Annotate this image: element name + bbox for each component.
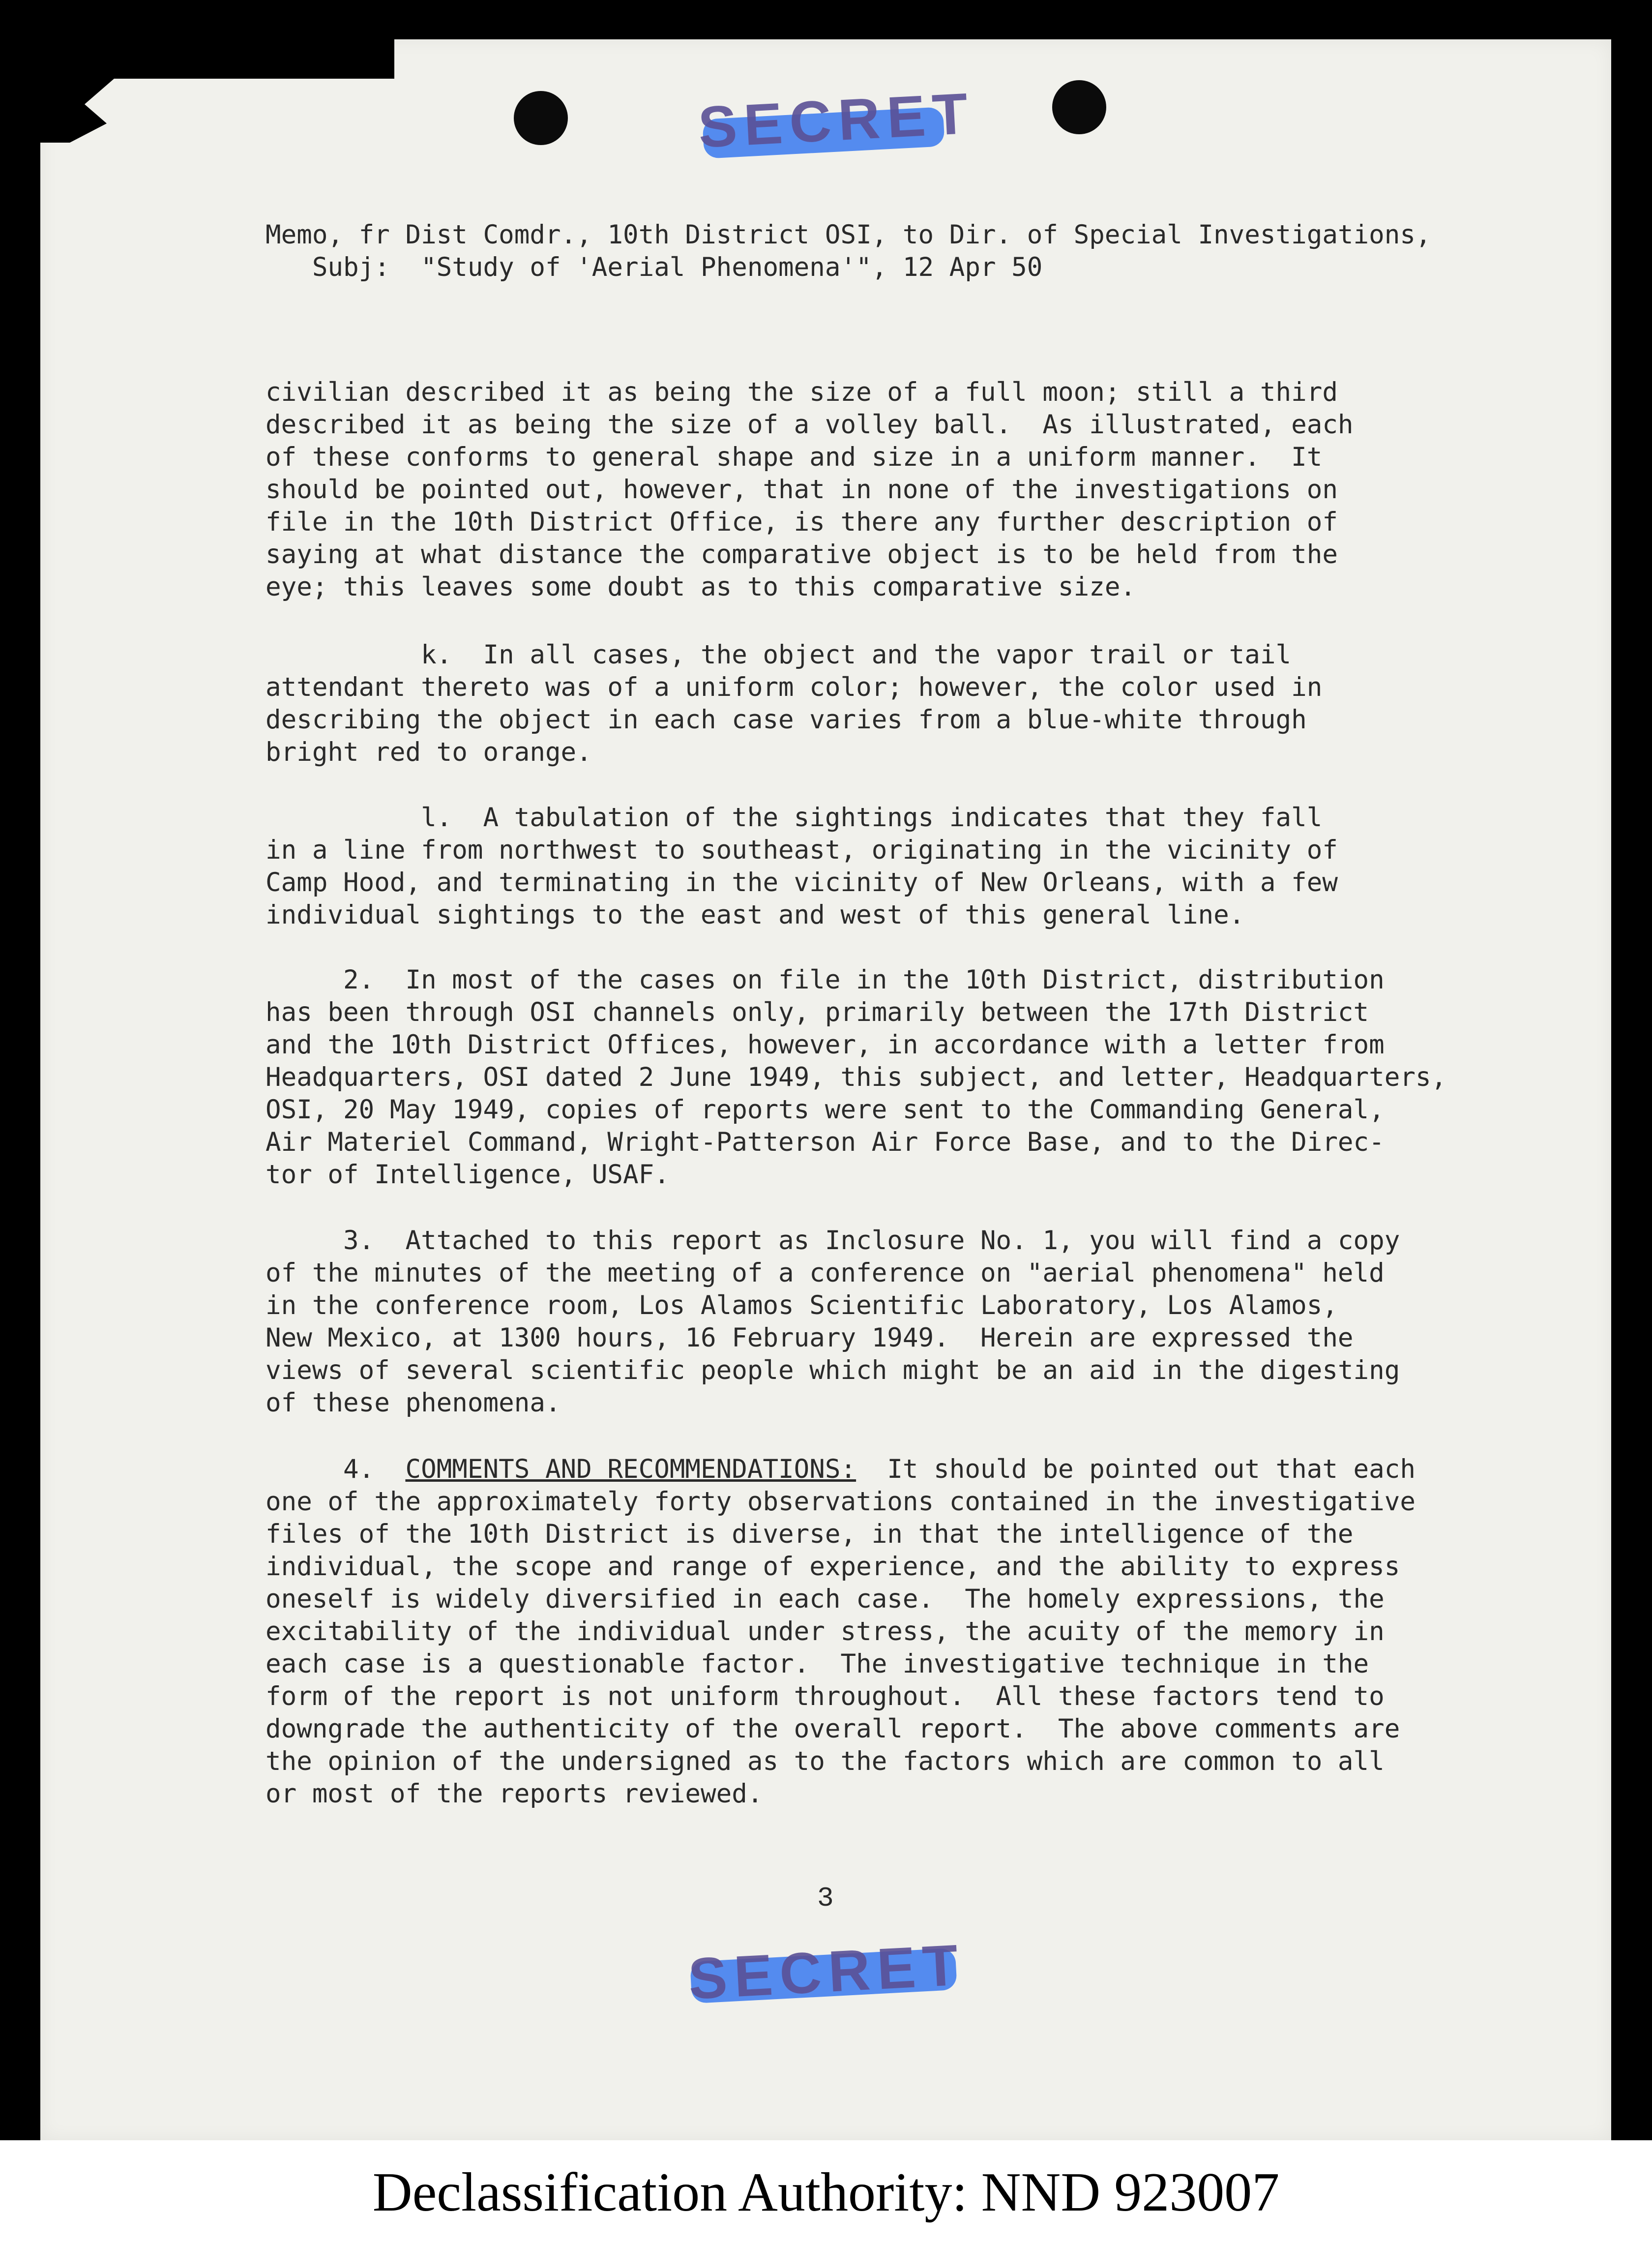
section-heading: COMMENTS AND RECOMMENDATIONS:: [405, 1454, 856, 1484]
text-line: eye; this leaves some doubt as to this comparative size.: [266, 572, 1136, 602]
text-line: in the conference room, Los Alamos Scientific Laboratory, Los Alamos,: [266, 1290, 1338, 1320]
memo-header-line1: Memo, fr Dist Comdr., 10th District OSI, to Dir. of Special Investigations,: [266, 220, 1431, 250]
punch-hole-right: [1052, 80, 1106, 134]
text-line: of these phenomena.: [266, 1388, 561, 1418]
text-line: or most of the reports reviewed.: [266, 1779, 763, 1809]
text-line: Air Materiel Command, Wright-Patterson Air Force Base, and to the Direc-: [266, 1127, 1385, 1157]
text-line: excitability of the individual under stress, the acuity of the memory in: [266, 1616, 1385, 1646]
text-line: the opinion of the undersigned as to the factors which are common to all: [266, 1746, 1385, 1776]
torn-edge: [40, 79, 114, 143]
text-line: of these conforms to general shape and size in a uniform manner. It: [266, 442, 1323, 472]
text-line: form of the report is not uniform throughout. All these factors tend to: [266, 1681, 1385, 1711]
text-line: individual, the scope and range of experience, and the ability to express: [266, 1552, 1400, 1582]
text-line: bright red to orange.: [266, 737, 592, 767]
text-line: and the 10th District Offices, however, in accordance with a letter from: [266, 1030, 1385, 1060]
text-line: Camp Hood, and terminating in the vicinity of New Orleans, with a few: [266, 868, 1338, 898]
para-4-number: 4.: [266, 1454, 406, 1484]
text-line: file in the 10th District Office, is there any further description of: [266, 507, 1338, 537]
declassification-footer: Declassification Authority: NND 923007: [0, 2140, 1652, 2245]
secret-stamp-top: SECRET: [696, 81, 976, 160]
page-number: 3: [817, 1883, 834, 1914]
text-line: should be pointed out, however, that in none of the investigations on: [266, 475, 1338, 505]
text-line: 3. Attached to this report as Inclosure No. 1, you will find a copy: [266, 1226, 1400, 1256]
text-line: civilian described it as being the size of a full moon; still a third: [266, 377, 1338, 407]
text-line: k. In all cases, the object and the vapor trail or tail: [266, 640, 1292, 670]
torn-corner: [40, 39, 394, 79]
text-line-first: [266, 1453, 1524, 1486]
text-line: of the minutes of the meeting of a conference on "aerial phenomena" held: [266, 1258, 1385, 1288]
text-line: oneself is widely diversified in each case. The homely expressions, the: [266, 1584, 1385, 1614]
text-line: describing the object in each case varies from a blue-white through: [266, 705, 1307, 735]
text-line: in a line from northwest to southeast, originating in the vicinity of: [266, 835, 1338, 865]
text-line: downgrade the authenticity of the overall report. The above comments are: [266, 1714, 1400, 1744]
text-line: files of the 10th District is diverse, in that the intelligence of the: [266, 1519, 1354, 1549]
punch-hole-left: [514, 91, 568, 145]
text-line: each case is a questionable factor. The investigative technique in the: [266, 1649, 1369, 1679]
text-line: views of several scientific people which might be an aid in the digesting: [266, 1355, 1400, 1385]
text-line: l. A tabulation of the sightings indicates that they fall: [266, 803, 1323, 833]
text-line: one of the approximately forty observations contained in the investigative: [266, 1487, 1416, 1517]
para-4-first-line-rest: It should be pointed out that each: [856, 1454, 1416, 1484]
text-line: has been through OSI channels only, primarily between the 17th District: [266, 997, 1369, 1027]
text-line: OSI, 20 May 1949, copies of reports were sent to the Commanding General,: [266, 1095, 1385, 1125]
text-line: tor of Intelligence, USAF.: [266, 1160, 670, 1190]
text-line: saying at what distance the comparative object is to be held from the: [266, 539, 1338, 569]
text-line: 2. In most of the cases on file in the 10th District, distribution: [266, 965, 1385, 995]
memo-header-line2: Subj: "Study of 'Aerial Phenomena'", 12 Apr 50: [266, 252, 1043, 282]
text-line: Headquarters, OSI dated 2 June 1949, this subject, and letter, Headquarters,: [266, 1062, 1447, 1092]
text-line: attendant thereto was of a uniform color; however, the color used in: [266, 672, 1323, 702]
text-line: individual sightings to the east and west of this general line.: [266, 900, 1245, 930]
text-line: New Mexico, at 1300 hours, 16 February 1949. Herein are expressed the: [266, 1323, 1354, 1353]
secret-stamp-bottom: SECRET: [686, 1932, 967, 2012]
text-line: described it as being the size of a volley ball. As illustrated, each: [266, 410, 1354, 440]
